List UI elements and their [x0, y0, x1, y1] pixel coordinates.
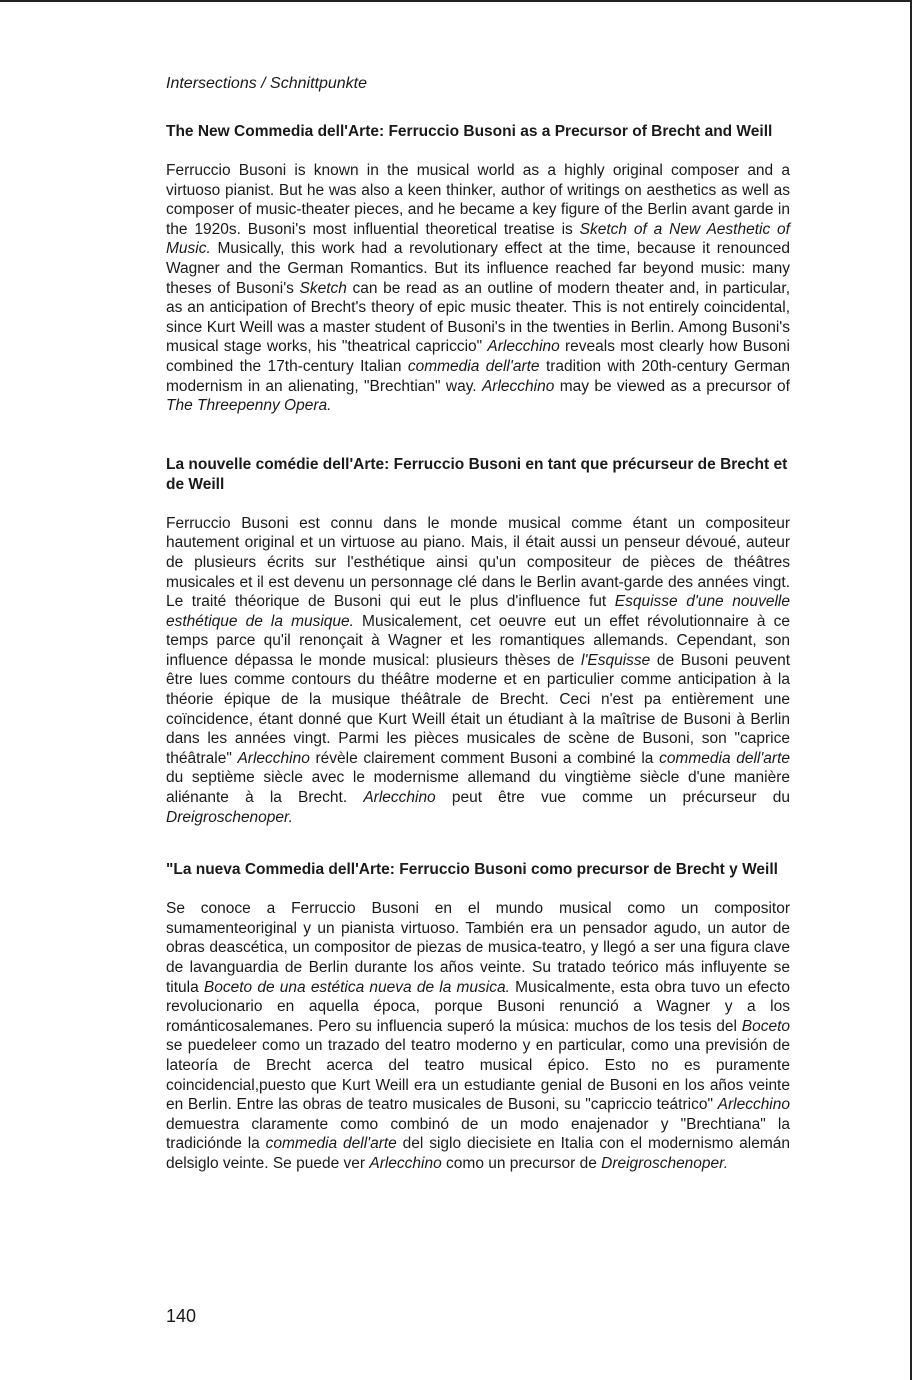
- italic-text-run: Arlecchino: [481, 377, 555, 395]
- text-run: may be viewed as a precursor of: [554, 377, 790, 395]
- text-run: reveals most clearly how Busoni combined the 17th-century Italian: [166, 338, 790, 375]
- abstract-paragraph: [166, 899, 790, 1173]
- section-title: The New Commedia dell'Arte: Ferruccio Busoni as a Precursor of Brecht and Weill: [166, 123, 773, 140]
- italic-text-run: commedia dell'arte: [265, 1135, 397, 1153]
- text-run: can be read as an outline of modern theater and, in particular, as an anticipation of Brecht's theory of epic music theater. This is not entirely coincidental, since Kurt Weill was a master student of Busoni's in the twenties in Berlin. Among Busoni's musical stage works, his "theatrical capriccio": [166, 279, 790, 356]
- section-french: [166, 455, 790, 828]
- italic-text-run: Arlecchino: [363, 789, 436, 807]
- italic-text-run: The Threepenny Opera.: [166, 397, 332, 415]
- text-run: Musicalement, cet oeuvre eut un effet révolutionnaire à ce temps parce qu'il renonçait à Wagner et les romantiques allemands. Cependant, son influence dépassa le monde musical: plusieurs thèses de: [166, 612, 790, 669]
- italic-text-run: Boceto: [741, 1017, 790, 1035]
- page-number: 140: [166, 1306, 197, 1326]
- italic-text-run: Esquisse d'une nouvelle esthétique de la musique.: [166, 593, 790, 630]
- text-run: Musicalmente, esta obra tuvo un efecto revolucionario en aquella época, porque Busoni renunció a Wagner y a los románticosalemanes. Pero su influencia superó la música: muchos de los tesis del: [166, 978, 790, 1035]
- text-run: Ferruccio Busoni est connu dans le monde musical comme étant un compositeur hautement original et un virtuose au piano. Mais, il était aussi un penseur dévoué, auteur de plusieurs écrits sur l'esthétique ainsi qu'un compositeur de pièces de théâtres musicales et il est devenu un personnage clé dans le Berlin avant-garde des années vingt. Le traité théorique de Busoni qui eut le plus d'influence fut: [166, 514, 790, 611]
- italic-text-run: l'Esquisse: [581, 651, 651, 669]
- page-content: [166, 74, 790, 1174]
- italic-text-run: Dreigroschenoper.: [601, 1154, 729, 1172]
- text-run: peut être vue comme un précurseur du: [435, 789, 790, 807]
- abstract-paragraph: [166, 514, 790, 828]
- text-run: Ferruccio Busoni is known in the musical world as a highly original composer and a virtuoso pianist. But he was also a keen thinker, author of writings on aesthetics as well as composer of music-theater pieces, and he became a key figure of the Berlin avant garde in the 1920s. Busoni's most influential theoretical treatise is: [166, 162, 790, 238]
- text-run: demuestra claramente como combinó de un modo enajenador y "Brechtiana" la tradiciónde la: [166, 1115, 790, 1153]
- italic-text-run: Boceto de una estética nueva de la musica.: [203, 978, 510, 996]
- section-title: La nouvelle comédie dell'Arte: Ferruccio Busoni en tant que précurseur de Brecht et de Weill: [166, 455, 788, 493]
- text-run: révèle clairement comment Busoni a combiné la: [309, 749, 660, 767]
- text-run: como un precursor de: [441, 1154, 602, 1172]
- italic-text-run: Arlecchino: [487, 338, 560, 356]
- italic-text-run: Sketch of a New Aesthetic of Music.: [166, 220, 790, 258]
- text-run: se puedeleer como un trazado del teatro moderno y en particular, como una previsión de lateoría de Brecht acerca del teatro musical épico. Esto no es puramente coincidencial,puesto que Kurt Weill era un estudiante genial de Busoni en los años veinte en Berlin. Entre las obras de teatro musicales de Busoni, su "capriccio teátrico": [166, 1037, 790, 1114]
- text-run: tradition with 20th-century German modernism in an alienating, "Brechtian" way.: [166, 357, 790, 395]
- italic-text-run: Sketch: [299, 279, 347, 297]
- section-title: "La nueva Commedia dell'Arte: Ferruccio Busoni como precursor de Brecht y Weill: [166, 861, 778, 879]
- section-english: [166, 122, 790, 416]
- abstract-paragraph: [166, 161, 790, 416]
- italic-text-run: Arlecchino: [717, 1096, 790, 1114]
- italic-text-run: commedia dell'arte: [407, 357, 540, 375]
- text-run: Se conoce a Ferruccio Busoni en el mundo musical como un compositor sumamenteoriginal y un pianista virtuoso. También era un pensador agudo, un autor de obras deascética, un compositor de piezas de musica-teatro, y llegó a ser una figura clave de lavanguardia de Berlin durante los años veinte. Su tratado teórico más influyente se titula: [166, 900, 790, 996]
- text-run: du septième siècle avec le modernisme allemand du vingtième siècle d'une manière aliénante à la Brecht.: [166, 769, 790, 807]
- italic-text-run: Dreigroschenoper.: [166, 808, 293, 826]
- text-run: del siglo diecisiete en Italia con el modernismo alemán delsiglo veinte. Se puede ver: [166, 1135, 790, 1172]
- section-spanish: [166, 860, 790, 1173]
- text-run: Musically, this work had a revolutionary effect at the time, because it renounced Wagner and the German Romantics. But its influence reached far beyond music: many theses of Busoni's: [166, 240, 790, 297]
- italic-text-run: commedia dell'arte: [659, 749, 790, 767]
- italic-text-run: Arlecchino: [369, 1154, 442, 1172]
- text-run: de Busoni peuvent être lues comme contours du théâtre moderne et en particulier comme anticipation à la théorie épique de la musique théâtrale de Brecht. Ceci n'est pa entièrement une coïncidence, étant donné que Kurt Weill était un étudiant à la maîtrise de Busoni à Berlin dans les années vingt. Parmi les pièces musicales de scène de Busoni, son "caprice théâtrale": [166, 651, 791, 767]
- italic-text-run: Arlecchino: [237, 749, 310, 767]
- running-head: Intersections / Schnittpunkte: [166, 75, 367, 92]
